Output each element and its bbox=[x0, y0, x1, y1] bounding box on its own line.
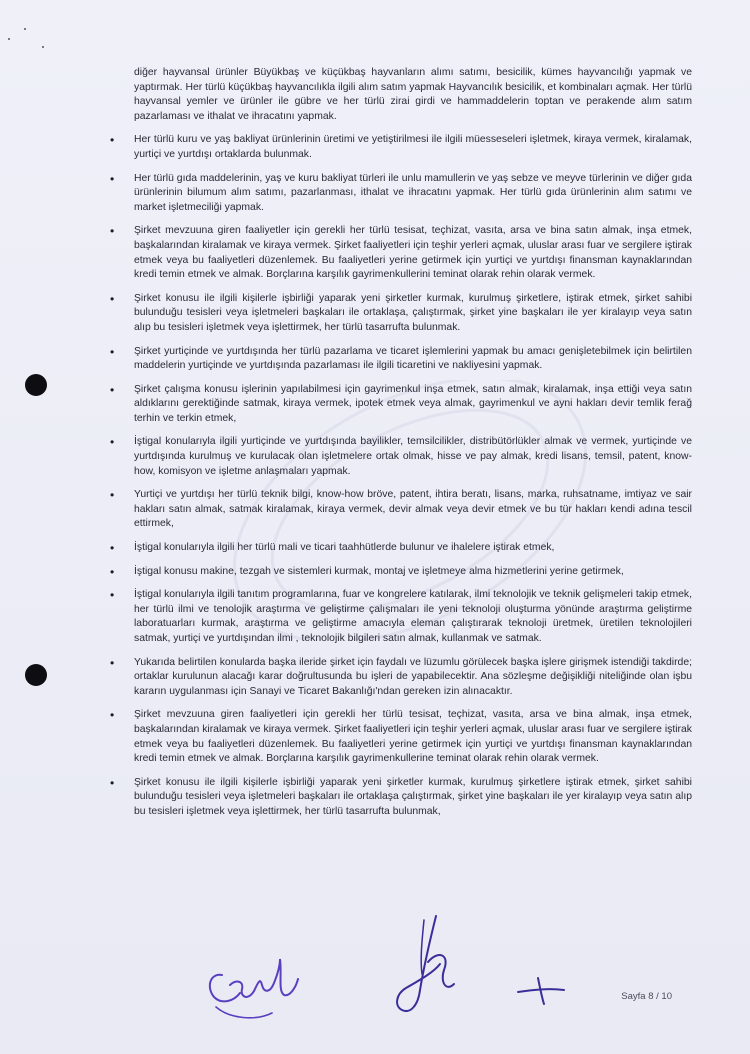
paragraph-text: diğer hayvansal ürünler Büyükbaş ve küçükbaş hayvanların alımı satımı, besicilik, kümes hayvancılığı yapmak ve yaptırmak. Her türlü küçükbaş hayvancılıkla ilgili alım satım yapmak Hayvancılık besicilik, et kombinaları açmak. Her türlü hayvansal yemler ve ürünler ile gübre ve her türlü zirai girdi ve hammaddelerin toptan ve perakende alım satım pazarlaması ve ithalat ve ihracatını yapmak. bbox=[134, 67, 692, 122]
paragraph bbox=[108, 588, 692, 646]
bullet-icon: • bbox=[110, 344, 115, 359]
paragraph-text: Şirket mevzuuna giren faaliyetler için gerekli her türlü tesisat, teçhizat, vasıta, arsa ve bina satın almak, inşa etmek, başkalarından kiralamak ve kiraya vermek. Şirket faaliyetleri için teşhir yerleri açmak, uluslar arası fuar ve sergilere iştirak etmek veya bu faaliyetleri düzenlemek. Bu faaliyetleri yerine getirmek için yurtiçi ve yurtdışı finansman kaynaklarından kredi temin etmek ve almak. Borçlarına karşılık gayrimenkullerini teminat olarak rehin olarak vermek. bbox=[134, 225, 692, 281]
paragraph bbox=[108, 488, 692, 532]
bullet-icon: • bbox=[110, 588, 115, 603]
paragraph bbox=[108, 172, 692, 216]
bullet-icon: • bbox=[110, 224, 115, 239]
paragraph bbox=[108, 345, 692, 374]
bullet-icon: • bbox=[110, 655, 115, 670]
paragraph-text: Şirket konusu ile ilgili kişilerle işbirliği yaparak yeni şirketler kurmak, kurulmuş şirketlere, iştirak etmek, şirket sahibi bulunduğu tesisleri veya işletmeleri başkaları ile ortaklaşa, çalıştırmak, şirket yine başkaları ile yer kiralayıp veya satın alıp bu tesisleri işletmek veya işlettirmek, her türlü tasarrufta bulunmak. bbox=[134, 292, 692, 333]
handwritten-initial-mark bbox=[512, 970, 572, 1010]
bullet-icon: • bbox=[110, 382, 115, 397]
bullet-icon: • bbox=[110, 775, 115, 790]
handwritten-signature-left bbox=[200, 935, 310, 1025]
bullet-icon: • bbox=[110, 171, 115, 186]
bullet-icon: • bbox=[110, 708, 115, 723]
paragraph-text: Her türlü gıda maddelerinin, yaş ve kuru bakliyat türleri ile unlu mamullerin ve yaş sebze ve meyve türlerinin ve diğer gıda ürünlerinin bilumum alım satımı, pazarlanması, ithalat ve ihracatını yapmak. Her türlü gıda ürünlerinin alım satımı ve market işletmeciliği yapmak. bbox=[134, 172, 692, 213]
paragraph bbox=[108, 224, 692, 282]
paragraph-text: Şirket konusu ile ilgili kişilerle işbirliği yaparak yeni şirketler kurmak, kurulmuş şirketlere iştirak etmek, şirket sahibi bulunduğu tesisleri veya işletmeleri başkaları ile ortaklaşa çalıştırmak, şirket yine başkaları ile yer kiralayıp veya satın alıp bu tesisleri işletmek veya işlettirmek, her türlü tasarrufta bulunmak, bbox=[134, 776, 692, 817]
bullet-icon: • bbox=[110, 541, 115, 556]
punch-hole-bottom bbox=[25, 664, 47, 686]
paragraph bbox=[108, 776, 692, 820]
paragraph bbox=[108, 541, 692, 556]
paragraph-text: Şirket yurtiçinde ve yurtdışında her türlü pazarlama ve ticaret işlemlerini yapmak bu amacı genişletebilmek için belirtilen maddelerin yurtiçinde ve yurtdışında pazarlaması ile ilgili ticaretini ve nakliyesini yapmak. bbox=[134, 345, 692, 372]
paragraph bbox=[108, 292, 692, 336]
bullet-icon: • bbox=[110, 291, 115, 306]
bullet-icon: • bbox=[110, 564, 115, 579]
paragraph-text: Her türlü kuru ve yaş bakliyat ürünlerinin üretimi ve yetiştirilmesi ile ilgili müesseseleri işletmek, kiraya vermek, kiralamak, yurtiçi ve yurtdışı ortaklarda bulunmak. bbox=[134, 134, 692, 160]
paragraph-text: Şirket çalışma konusu işlerinin yapılabilmesi için gayrimenkul inşa etmek, satın almak, kiralamak, inşa ettiği veya satın aldıklarını gerektiğinde satmak, kiraya vermek, ipotek etmek veya almak, gayrimenkul ve ayni hakları devir temlik ferağ terhin ve terkin etmek, bbox=[134, 383, 692, 424]
paragraph-text: Yukarıda belirtilen konularda başka ileride şirket için faydalı ve lüzumlu görülecek başka işlere girişmek istendiği takdirde; ortaklar kurulunun alacağı karar doğrultusunda bu işleri de yapabilecektir. Ana sözleşme değişikliği niteliğinde olan işbu kararın uygulanması için Sanayi ve Ticaret Bakanlığı'ndan gereken izin alınacaktır. bbox=[134, 656, 692, 697]
page-number: Sayfa 8 / 10 bbox=[621, 991, 672, 1002]
punch-hole-top bbox=[25, 374, 47, 396]
bullet-icon: • bbox=[110, 435, 115, 450]
paragraph-text: İştigal konusu makine, tezgah ve sistemleri kurmak, montaj ve işletmeye alma hizmetlerini yerine getirmek, bbox=[134, 565, 624, 577]
document-body bbox=[108, 66, 692, 829]
scan-speck bbox=[8, 38, 10, 40]
handwritten-signature-center bbox=[380, 910, 490, 1020]
paragraph bbox=[108, 133, 692, 162]
paragraph bbox=[108, 383, 692, 427]
paragraph bbox=[108, 435, 692, 479]
paragraph-text: Şirket mevzuuna giren faaliyetleri için gerekli her türlü tesisat, teçhizat, vasıta, arsa ve bina almak, inşa etmek, başkalarından kiralamak ve kiraya vermek. Şirket faaliyetleri için teşhir yerleri açmak, uluslar arası fuar ve sergilere iştirak etmek veya bu faaliyetleri düzenlemek. Bu faaliyetleri yerine getirmek için yurtiçi ve yurtdışı finansman kaynaklarından kredi temin etmek ve almak. Borçlarına karşılık gayrimenkullerine teminat olarak rehin olarak vermek. bbox=[134, 709, 692, 765]
scan-speck bbox=[42, 46, 44, 48]
bullet-icon: • bbox=[110, 488, 115, 503]
paragraph bbox=[108, 708, 692, 766]
paragraph bbox=[108, 656, 692, 700]
paragraph-text: İştigal konularıyla ilgili tanıtım programlarına, fuar ve kongrelere katılarak, ilmi teknolojik ve teknik gelişmeleri takip etmek, her türlü ilmi ve tenolojik araştırma ve geliştirme çalışmaları ile yeni teknoloji oluşturma yönünde araştırma geliştirme laboratuarları kurmak, araştırma ve geliştirme amacıyla eleman çalıştırarak teknoloji üretmek, üretilen teknolojileri satmak, yurtiçi ve yurtdışından ilmi , teknolojik bilgileri satın almak, kullanmak ve satmak. bbox=[134, 589, 692, 644]
scan-speck bbox=[24, 28, 26, 30]
bullet-icon: • bbox=[110, 133, 115, 148]
paragraph bbox=[108, 66, 692, 124]
paragraph-text: İştigal konularıyla ilgili yurtiçinde ve yurtdışında bayilikler, temsilcilikler, distribütörlükler almak ve vermek, yurtiçinde ve yurtdışında kurulmuş ve kurulacak olan işletmelere ortak olmak, hisse ve pay almak, kredi lisans, temsil, patent, know-how, komisyon ve işletme anlaşmaları yapmak. bbox=[134, 436, 692, 477]
paragraph-text: Yurtiçi ve yurtdışı her türlü teknik bilgi, know-how bröve, patent, ihtira beratı, lisans, marka, ruhsatname, imtiyaz ve sair hakları satın almak, satmak kiralamak, kiraya vermek, devir almak veya devir etmek ve bu tür hakları kendi adına tescil ettirmek, bbox=[134, 489, 692, 530]
paragraph-text: İştigal konularıyla ilgili her türlü mali ve ticari taahhütlerde bulunur ve ihalelere iştirak etmek, bbox=[134, 542, 555, 554]
paragraph bbox=[108, 565, 692, 580]
